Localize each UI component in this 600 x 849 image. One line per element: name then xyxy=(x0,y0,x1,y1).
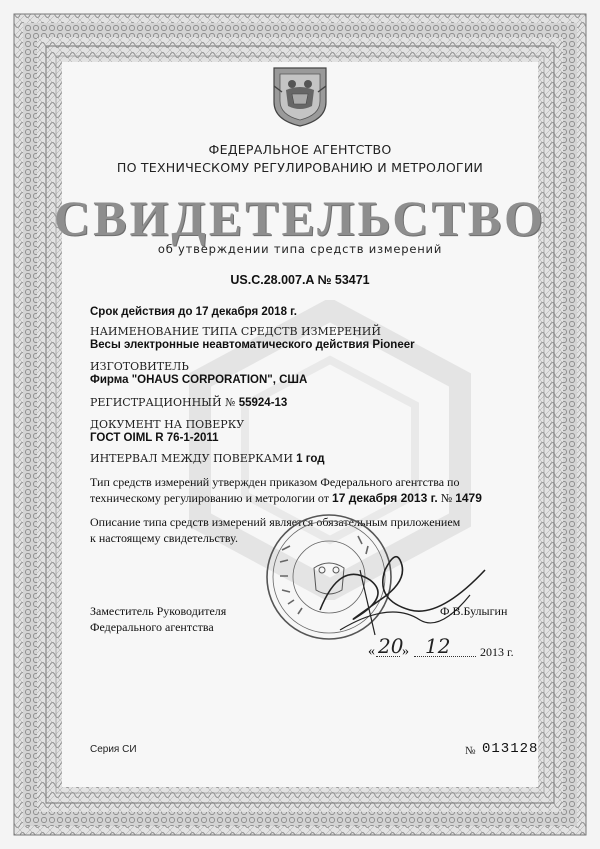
date-close-quote: » xyxy=(402,644,409,659)
blank-number-sign: № xyxy=(465,745,476,757)
type-name-label: НАИМЕНОВАНИЕ ТИПА СРЕДСТВ ИЗМЕРЕНИЙ xyxy=(90,325,381,338)
blank-number-value: 013128 xyxy=(482,741,539,757)
agency-name-line-2: ПО ТЕХНИЧЕСКОМУ РЕГУЛИРОВАНИЮ И МЕТРОЛОГИИ xyxy=(116,160,484,175)
approval-line-1: Тип средств измерений утвержден приказом Федерального агентства по xyxy=(90,475,460,489)
signatory-position-line-2: Федерального агентства xyxy=(90,620,214,634)
approval-order-number: 1479 xyxy=(455,491,482,505)
agency-name-line-1: ФЕДЕРАЛЬНОЕ АГЕНТСТВО xyxy=(208,142,392,157)
approval-line-2 xyxy=(90,490,518,506)
description-line-2: к настоящему свидетельству. xyxy=(90,531,238,545)
interval-value: 1 год xyxy=(296,453,325,465)
series-label: Серия СИ xyxy=(90,744,137,755)
approval-line-2-prefix: техническому регулированию и метрологии от xyxy=(90,491,330,505)
registration-value: 55924-13 xyxy=(238,397,288,409)
manufacturer-value: Фирма "OHAUS CORPORATION", США xyxy=(90,374,308,386)
date-open-quote: « xyxy=(368,644,375,659)
signatory-name: Ф.В.Булыгин xyxy=(440,604,508,618)
signatory-position-line-1: Заместитель Руководителя xyxy=(90,604,227,618)
validity-value: 17 декабря 2018 г. xyxy=(195,306,297,318)
issue-month-underline xyxy=(414,656,476,657)
registration-label: РЕГИСТРАЦИОННЫЙ № xyxy=(90,396,236,409)
description-line-1: Описание типа средств измерений является обязательным приложением xyxy=(90,515,461,529)
issue-day: 20 xyxy=(378,634,404,658)
manufacturer-label: ИЗГОТОВИТЕЛЬ xyxy=(90,360,189,373)
verification-doc-label: ДОКУМЕНТ НА ПОВЕРКУ xyxy=(90,418,245,431)
verification-doc-value: ГОСТ OIML R 76-1-2011 xyxy=(90,432,219,444)
validity-label: Срок действия до xyxy=(90,306,193,318)
interval-line xyxy=(90,452,325,465)
approval-num-sign: № xyxy=(440,491,453,505)
approval-paragraph xyxy=(90,474,518,506)
interval-label: ИНТЕРВАЛ МЕЖДУ ПОВЕРКАМИ xyxy=(90,452,293,465)
issue-month: 12 xyxy=(425,634,451,658)
handwritten-signature xyxy=(300,540,490,640)
type-name-value: Весы электронные неавтоматического действия Pioneer xyxy=(90,339,415,351)
certificate-number: US.C.28.007.A № 53471 xyxy=(230,273,370,287)
document-subtitle: об утверждении типа средств измерений xyxy=(157,242,443,256)
issue-year: 2013 г. xyxy=(480,645,514,659)
approval-date: 17 декабря 2013 г. xyxy=(332,491,438,505)
coat-of-arms-emblem xyxy=(268,62,332,128)
validity-line xyxy=(90,306,297,318)
issue-day-underline xyxy=(376,656,400,657)
registration-line xyxy=(90,396,287,409)
document-title: СВИДЕТЕЛЬСТВО xyxy=(54,190,546,246)
